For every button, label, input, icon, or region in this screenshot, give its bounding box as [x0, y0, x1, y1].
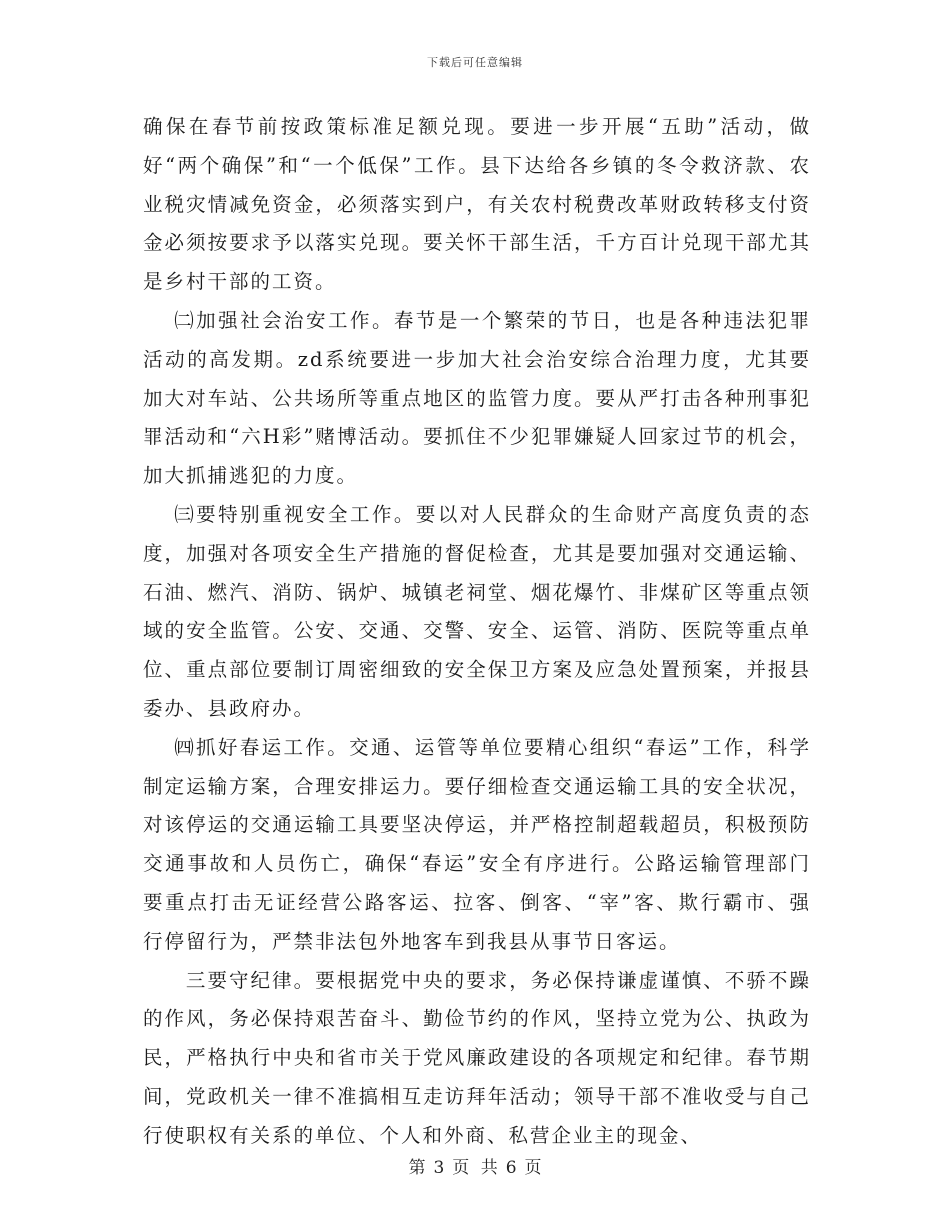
paragraph-spring-transport: ㈣抓好春运工作。交通、运管等单位要精心组织“春运”工作，科学制定运输方案，合理安排运力。要仔细检查交通运输工具的安全状况，对该停运的交通运输工具要坚决停运，并严格控制超载超员，积极预防交通事故和人员伤亡，确保“春运”安全有序进行。公路运输管理部门要重点打击无证经营公路客运、拉客、倒客、“宰”客、欺行霸市、强行停留行为，严禁非法包外地客车到我县从事节日客运。	[143, 735, 811, 953]
paragraph-continuation: 确保在春节前按政策标准足额兑现。要进一步开展“五助”活动，做好“两个确保”和“一个低保”工作。县下达给各乡镇的冬令救济款、农业税灾情减免资金，必须落实到户，有关农村税费改革财政转移支付资金必须按要求予以落实兑现。要关怀干部生活，千方百计兑现干部尤其是乡村干部的工资。	[143, 115, 811, 294]
footer-total-pages: 6	[505, 1158, 517, 1178]
document-body	[143, 108, 811, 1156]
footer-suffix: 页	[524, 1158, 542, 1178]
footer-current-page: 3	[433, 1158, 445, 1178]
footer-prefix: 第	[408, 1158, 426, 1178]
page-header-note: 下载后可任意编辑	[427, 56, 523, 69]
paragraph-social-security: ㈡加强社会治安工作。春节是一个繁荣的节日，也是各种违法犯罪活动的高发期。zd系统要进一步加大社会治安综合治理力度，尤其要加大对车站、公共场所等重点地区的监管力度。要从严打击各种刑事犯罪活动和“六H彩”赌博活动。要抓住不少犯罪嫌疑人回家过节的机会，加大抓捕逃犯的力度。	[143, 308, 811, 488]
paragraph-discipline: 三要守纪律。要根据党中央的要求，务必保持谦虚谨慎、不骄不躁的作风，务必保持艰苦奋斗、勤俭节约的作风，坚持立党为公、执政为民，严格执行中央和省市关于党风廉政建设的各项规定和纪律。春节期间，党政机关一律不准搞相互走访拜年活动；领导干部不准收受与自己行使职权有关系的单位、个人和外商、私营企业主的现金、	[143, 968, 811, 1147]
paragraph-safety-work: ㈢要特别重视安全工作。要以对人民群众的生命财产高度负责的态度，加强对各项安全生产措施的督促检查，尤其是要加强对交通运输、石油、燃汽、消防、锅炉、城镇老祠堂、烟花爆竹、非煤矿区等重点领域的安全监管。公安、交通、交警、安全、运管、消防、医院等重点单位、重点部位要制订周密细致的安全保卫方案及应急处置预案，并报县委办、县政府办。	[143, 502, 811, 720]
footer-middle: 页 共	[452, 1158, 498, 1178]
page-footer	[0, 1153, 950, 1178]
